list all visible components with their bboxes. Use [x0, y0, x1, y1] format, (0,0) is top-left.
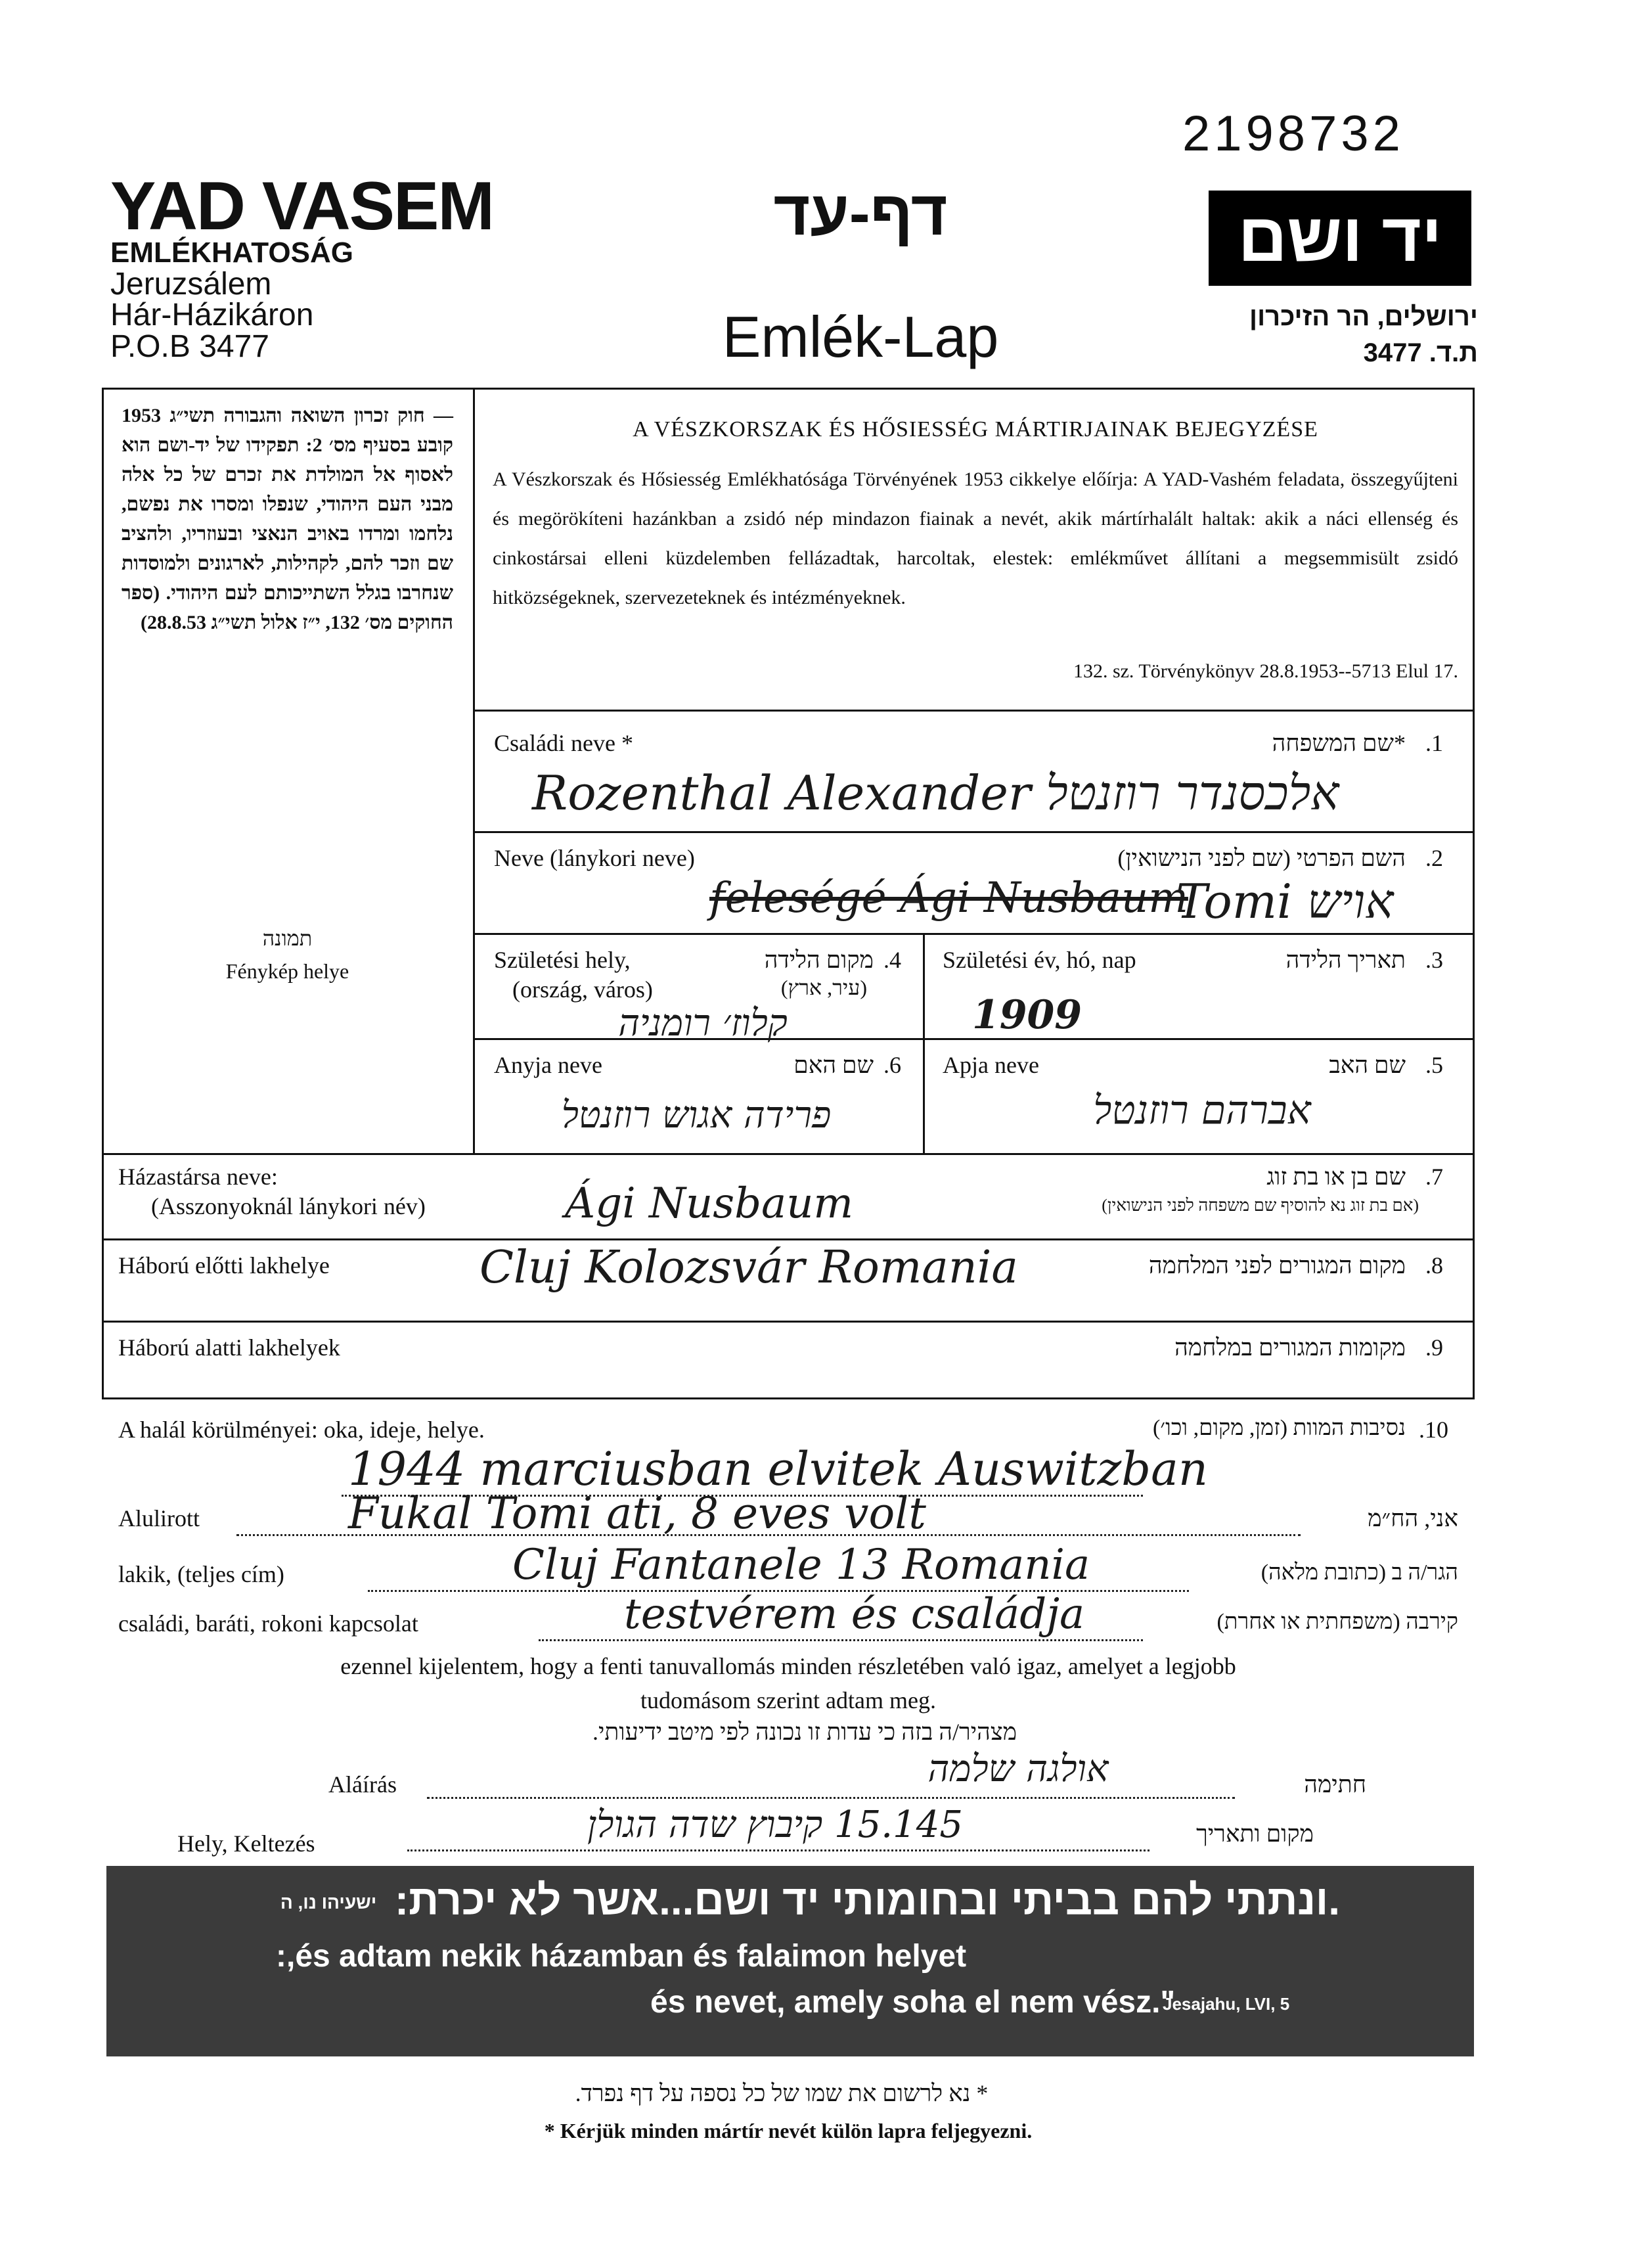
field7-label-2: (Asszonyoknál lánykori név)	[151, 1193, 426, 1219]
intro-body: A Vészkorszak és Hősiesség Emlékhatósága Törvényének 1953 cikkelye előírja: A YAD-Vashém feladata, összegyűjteni és megörökíteni hazánkban a zsidó nép mindazon fiainak a nevét, akik mártírhalált haltak: akik a náci ellenség és cinkostársai elleni küzdelemben fellázadtak, harcoltak, elestek: emlékművet állítani a megsemmisült zsidó hitközségeknek, szervezeteknek és intézményeknek.	[493, 468, 1458, 608]
field10-value[interactable]: 1944 marciusban elvitek Auswitzban	[348, 1442, 1208, 1496]
kapcsolat-value[interactable]: testvérem és családja	[624, 1590, 1085, 1639]
alulirott-value[interactable]: Fukal Tomi ati, 8 eves volt	[348, 1488, 926, 1539]
signature-value[interactable]: אולגה שלמה	[927, 1748, 1109, 1790]
org-city: Jeruzsálem	[110, 267, 272, 302]
alulirott-underline	[236, 1534, 1301, 1536]
field7-label-hebrew: שם בן או בת זוג	[1266, 1164, 1406, 1190]
date-underline	[407, 1849, 1149, 1851]
field1-number: .1	[1425, 730, 1443, 756]
field2-label: Neve (lánykori neve)	[494, 845, 695, 871]
field6-label: Anyja neve	[494, 1052, 602, 1078]
field8-label-hebrew: מקום המגורים לפני המלחמה	[1148, 1252, 1406, 1279]
field1-label: Családi neve *	[494, 730, 633, 756]
field7-label: Házastársa neve:	[118, 1164, 278, 1190]
right-address-2: ת.ד. 3477	[1363, 338, 1478, 367]
field5-label-hebrew: שם האב	[1329, 1052, 1406, 1078]
field2-struck-value[interactable]: feleségé Ági Nusbaum	[709, 874, 1188, 922]
row-divider-5	[102, 1153, 1475, 1155]
org-street: Hár-Házikáron	[110, 298, 314, 332]
right-address-1: ירושלים, הר הזיכרון	[1249, 302, 1478, 331]
field6-number: .6	[883, 1052, 901, 1078]
date-value[interactable]: 15.145 קיבוץ שדה הגולן	[587, 1803, 963, 1846]
field8-value[interactable]: Cluj Kolozsvár Romania	[480, 1242, 1018, 1294]
document-number: 2198732	[1182, 106, 1404, 162]
signature-label: Aláírás	[328, 1771, 397, 1798]
field10-label-hebrew: נסיבות המוות (זמן, מקום, וכו׳)	[1152, 1416, 1406, 1440]
field3-number: .3	[1425, 947, 1443, 973]
signature-label-hebrew: חתימה	[1304, 1771, 1366, 1798]
row-divider-1	[473, 710, 1475, 712]
intro-title: A VÉSZKORSZAK ÉS HŐSIESSÉG MÁRTIRJAINAK BEJEGYZÉSE	[633, 417, 1318, 442]
form-title: Emlék-Lap	[722, 304, 999, 369]
photo-label-hebrew: תמונה	[262, 926, 313, 950]
org-pobox: P.O.B 3477	[110, 329, 269, 364]
kapcsolat-underline	[539, 1639, 1143, 1641]
field7-number: .7	[1425, 1164, 1443, 1190]
lakik-label: lakik, (teljes cím)	[118, 1561, 284, 1587]
law-text-hebrew: — חוק זכרון השואה והגבורה תשי״ג 1953 קובע בסעיף מס׳ 2: תפקידו של יד-ושם הוא לאסוף אל המולדת את זכרם של כל אלה מבני העם היהודי, שנפלו ומסרו את נפשם, נלחמו ומרדו באויב הנאצי ובעוזריו, ולהציב שם וזכר להם, לקהילות, לארגונים ולמוסדות שנחרבו בגלל השתייכותם לעם היהודי. (ספר החוקים מס׳ 132, י״ז אלול תשי״ג 28.8.53)	[122, 405, 453, 633]
field7-value[interactable]: Ági Nusbaum	[565, 1179, 854, 1228]
field7-label-hebrew-2: (אם בת זוג נא להוסיף שם משפחה לפני הנישואין)	[1102, 1196, 1419, 1215]
banner-hebrew-ref: ישעיהו נו, ה	[280, 1892, 377, 1913]
field8-label: Háború előtti lakhelye	[118, 1252, 330, 1279]
intro-citation: 132. sz. Törvénykönyv 28.8.1953--5713 Elul 17.	[1073, 660, 1458, 682]
lakik-value[interactable]: Cluj Fantanele 13 Romania	[512, 1541, 1090, 1589]
field2-value[interactable]: Tomi אויש	[1176, 874, 1394, 929]
banner-hu-line1: :,és adtam nekik házamban és falaimon helyet	[276, 1939, 967, 1974]
field5-label: Apja neve	[943, 1052, 1039, 1078]
row-divider-7	[102, 1321, 1475, 1323]
field3-value[interactable]: 1909	[972, 992, 1082, 1038]
column-divider-mid	[923, 933, 925, 1153]
field9-label-hebrew: מקומות המגורים במלחמה	[1174, 1334, 1406, 1361]
row-divider-3	[473, 933, 1475, 935]
banner-hu-line2: és nevet, amely soha el nem vész."	[650, 1985, 1176, 2020]
yad-vashem-logo	[1209, 191, 1471, 286]
kapcsolat-label-hebrew: קירבה (משפחתית או אחרת)	[1216, 1610, 1458, 1634]
field3-label: Születési év, hó, nap	[943, 947, 1136, 973]
kapcsolat-label: családi, baráti, rokoni kapcsolat	[118, 1610, 418, 1637]
field4-number: .4	[883, 947, 901, 973]
field4-value[interactable]: קלוז׳ רומניה	[618, 1002, 788, 1045]
field4-label-hebrew: מקום הלידה	[764, 947, 874, 973]
field5-number: .5	[1425, 1052, 1443, 1078]
row-divider-2	[473, 831, 1475, 833]
field8-number: .8	[1425, 1252, 1443, 1279]
field6-label-hebrew: שם האם	[793, 1052, 874, 1078]
declaration-text: ezennel kijelentem, hogy a fenti tanuvallomás minden részletében való igaz, amelyet a legjobb tudomásom szerint adtam meg.	[340, 1653, 1236, 1713]
logo-text: יד ושם	[1238, 200, 1442, 276]
field10-label: A halál körülményei: oka, ideje, helye.	[118, 1417, 485, 1443]
signature-underline	[427, 1797, 1235, 1799]
row-divider-6	[102, 1238, 1475, 1240]
field2-label-hebrew: השם הפרטי (שם לפני הנישואין)	[1117, 845, 1406, 871]
banner-hebrew-quote: .ונתתי להם בביתי ובחומותי יד ושם...אשר לא יכרת:	[394, 1876, 1340, 1924]
field6-value[interactable]: פרידה אגוש רוזנטל	[561, 1094, 832, 1137]
field9-number: .9	[1425, 1334, 1443, 1361]
field4-label: Születési hely,	[494, 947, 631, 973]
alulirott-label: Alulirott	[118, 1505, 200, 1531]
date-label: Hely, Keltezés	[177, 1830, 315, 1857]
form-title-hebrew: דף-עד	[773, 178, 948, 248]
field1-value[interactable]: Rozenthal Alexander אלכסנדר רוזנטל	[532, 765, 1339, 821]
field4-label-hebrew-2: (עיר, ארץ)	[780, 976, 867, 999]
field5-value[interactable]: אברהם רוזנטל	[1093, 1087, 1311, 1133]
footer-note-hebrew: * נא לרשום את שמו של כל נספה על דף נפרד.	[575, 2080, 989, 2106]
org-title: YAD VASEM	[110, 168, 494, 244]
lakik-label-hebrew: הגר/ה ב (כתובת מלאה)	[1261, 1560, 1458, 1585]
date-label-hebrew: מקום ותאריך	[1196, 1821, 1314, 1847]
alulirott-label-hebrew: אני, הח״מ	[1368, 1505, 1458, 1531]
field9-label: Háború alatti lakhelyek	[118, 1334, 340, 1361]
field3-label-hebrew: תאריך הלידה	[1285, 947, 1406, 973]
field1-label-hebrew: *שם המשפחה	[1272, 730, 1406, 756]
field4-label-2: (ország, város)	[512, 976, 653, 1003]
declaration-text-hebrew: מצהיר/ה בזה כי עדות זו נכונה לפי מיטב ידיעותי.	[592, 1719, 1017, 1745]
photo-label: Fénykép helye	[225, 959, 349, 983]
org-subtitle: EMLÉKHATOSÁG	[110, 237, 353, 269]
footer-note: * Kérjük minden mártír nevét külön lapra feljegyezni.	[544, 2119, 1033, 2143]
field10-number: .10	[1419, 1417, 1448, 1443]
banner-hu-ref: Jesajahu, LVI, 5	[1163, 1994, 1290, 2014]
field2-number: .2	[1425, 845, 1443, 871]
